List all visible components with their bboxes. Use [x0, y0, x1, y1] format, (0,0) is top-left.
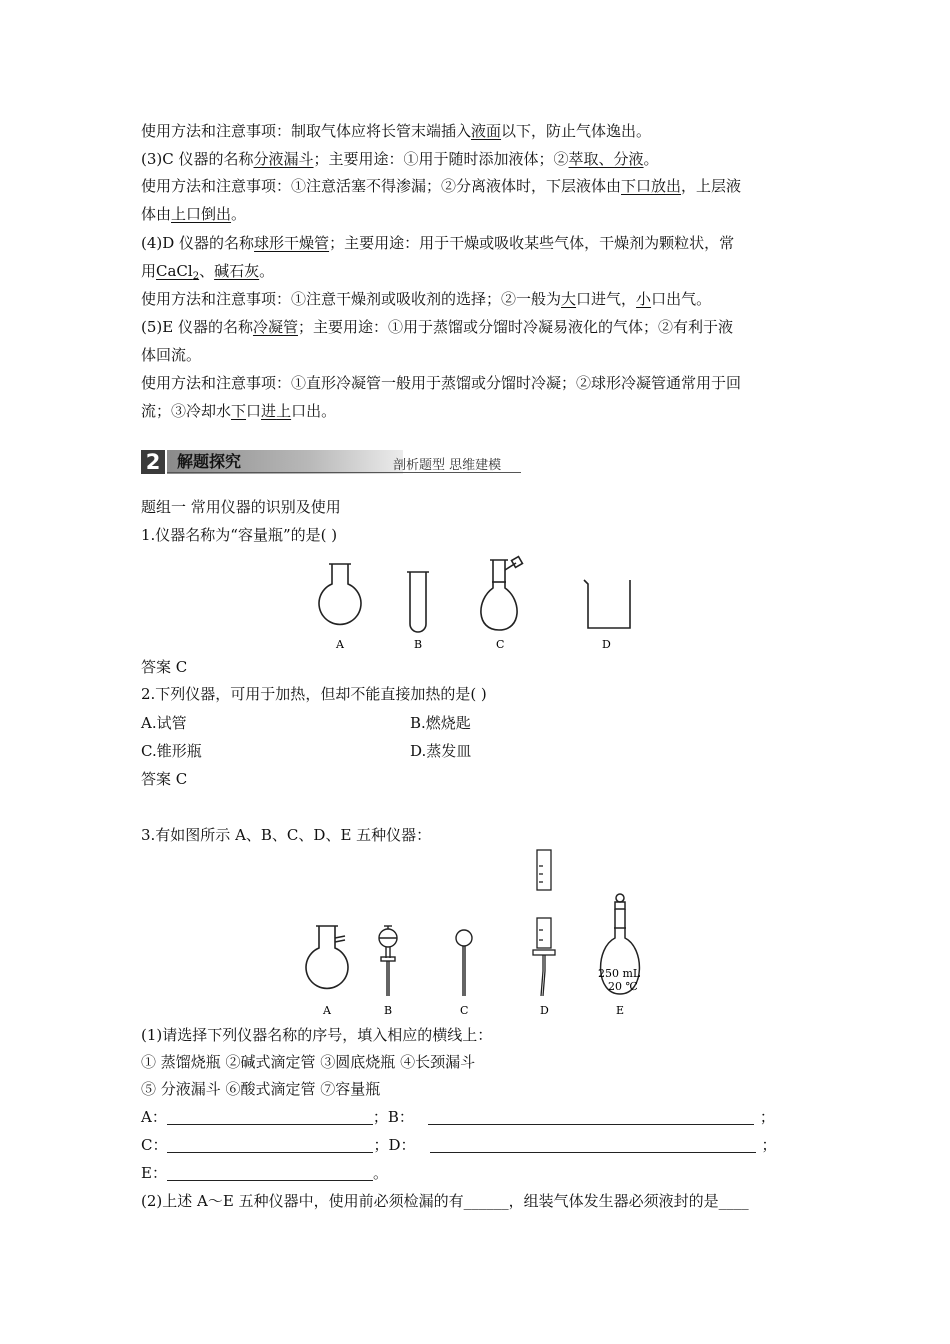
text-line: 体回流。 [141, 346, 202, 364]
answer-row-cd: C： ；D： ； [141, 1136, 777, 1154]
text-line: 用CaCl$_2$、碱石灰。 [141, 262, 275, 282]
flask-volume-text: 250 mL [598, 967, 641, 980]
test-tube-icon [407, 572, 429, 632]
q3-options-row2: ⑤ 分液漏斗 ⑥酸式滴定管 ⑦容量瓶 [141, 1080, 381, 1098]
q3-label-a: A [323, 1004, 331, 1017]
answer-blank-c[interactable] [167, 1136, 373, 1153]
question-2-stem: 2.下列仪器，可用于加热，但却不能直接加热的是( ) [141, 685, 487, 703]
q3-label-c: C [460, 1004, 469, 1017]
answer-row-e: E： 。 [141, 1164, 388, 1182]
q1-answer: 答案 C [141, 658, 188, 676]
answer-blank-a[interactable] [167, 1108, 373, 1125]
q2-answer: 答案 C [141, 770, 188, 788]
text-line: (4)D 仪器的名称球形干燥管；主要用途：用于干燥或吸收某些气体，干燥剂为颗粒状，常 [141, 234, 735, 252]
q1-label-a: A [336, 638, 344, 651]
answer-row-ab: A： ；B： ； [141, 1108, 775, 1126]
q3-part2: (2)上述 A～E 五种仪器中，使用前必须检漏的有______，组装气体发生器必须液封的是____ [141, 1192, 749, 1210]
q1-label-b: B [414, 638, 423, 651]
section-number: 2 [141, 450, 165, 474]
text-line: 体由上口倒出。 [141, 205, 247, 223]
q3-figure [295, 846, 655, 1020]
answer-blank-b[interactable] [428, 1108, 754, 1125]
distillation-flask-icon [306, 926, 348, 988]
text-line: 使用方法和注意事项：制取气体应将长管末端插入液面以下，防止气体逸出。 [141, 122, 652, 140]
round-bottom-flask-icon [319, 564, 361, 624]
section-banner [141, 450, 521, 474]
group-title: 题组一 常用仪器的识别及使用 [141, 498, 341, 516]
q3-options-row1: ① 蒸馏烧瓶 ②碱式滴定管 ③圆底烧瓶 ④长颈漏斗 [141, 1053, 476, 1071]
burette-icon [533, 850, 555, 996]
q2-option-d: D.蒸发皿 [410, 742, 472, 760]
section-subtitle: 剖析题型 思维建模 [393, 458, 502, 473]
q3-label-e: E [616, 1004, 625, 1017]
q3-label-b: B [384, 1004, 393, 1017]
volumetric-flask-icon [481, 557, 523, 630]
separatory-funnel-icon [379, 926, 397, 996]
q3-part1: (1)请选择下列仪器名称的序号，填入相应的横线上： [141, 1026, 493, 1044]
question-3-stem: 3.有如图所示 A、B、C、D、E 五种仪器： [141, 826, 432, 844]
flask-temp-text: 20 ℃ [608, 980, 638, 993]
q1-figure [300, 552, 650, 654]
q2-option-a: A.试管 [141, 714, 187, 732]
question-1-stem: 1.仪器名称为“容量瓶”的是( ) [141, 526, 338, 544]
section-title: 解题探究 [177, 452, 242, 471]
q2-option-b: B.燃烧匙 [410, 714, 471, 732]
answer-blank-d[interactable] [430, 1136, 756, 1153]
q2-option-c: C.锥形瓶 [141, 742, 202, 760]
answer-blank-e[interactable] [167, 1164, 373, 1181]
q3-label-d: D [540, 1004, 549, 1017]
text-line: 使用方法和注意事项：①注意干燥剂或吸收剂的选择；②一般为大口进气，小口出气。 [141, 290, 712, 308]
text-line: (5)E 仪器的名称冷凝管；主要用途：①用于蒸馏或分馏时冷凝易液化的气体；②有利于液 [141, 318, 733, 336]
long-neck-funnel-icon [456, 930, 472, 996]
q1-label-d: D [602, 638, 611, 651]
text-line: 使用方法和注意事项：①直形冷凝管一般用于蒸馏或分馏时冷凝；②球形冷凝管通常用于回 [141, 374, 742, 392]
beaker-icon [584, 580, 630, 628]
text-line: (3)C 仪器的名称分液漏斗；主要用途：①用于随时添加液体；②萃取、分液。 [141, 150, 659, 168]
q1-label-c: C [496, 638, 505, 651]
text-line: 使用方法和注意事项：①注意活塞不得渗漏；②分离液体时，下层液体由下口放出，上层液 [141, 177, 742, 195]
text-line: 流；③冷却水下口进上口出。 [141, 402, 337, 420]
